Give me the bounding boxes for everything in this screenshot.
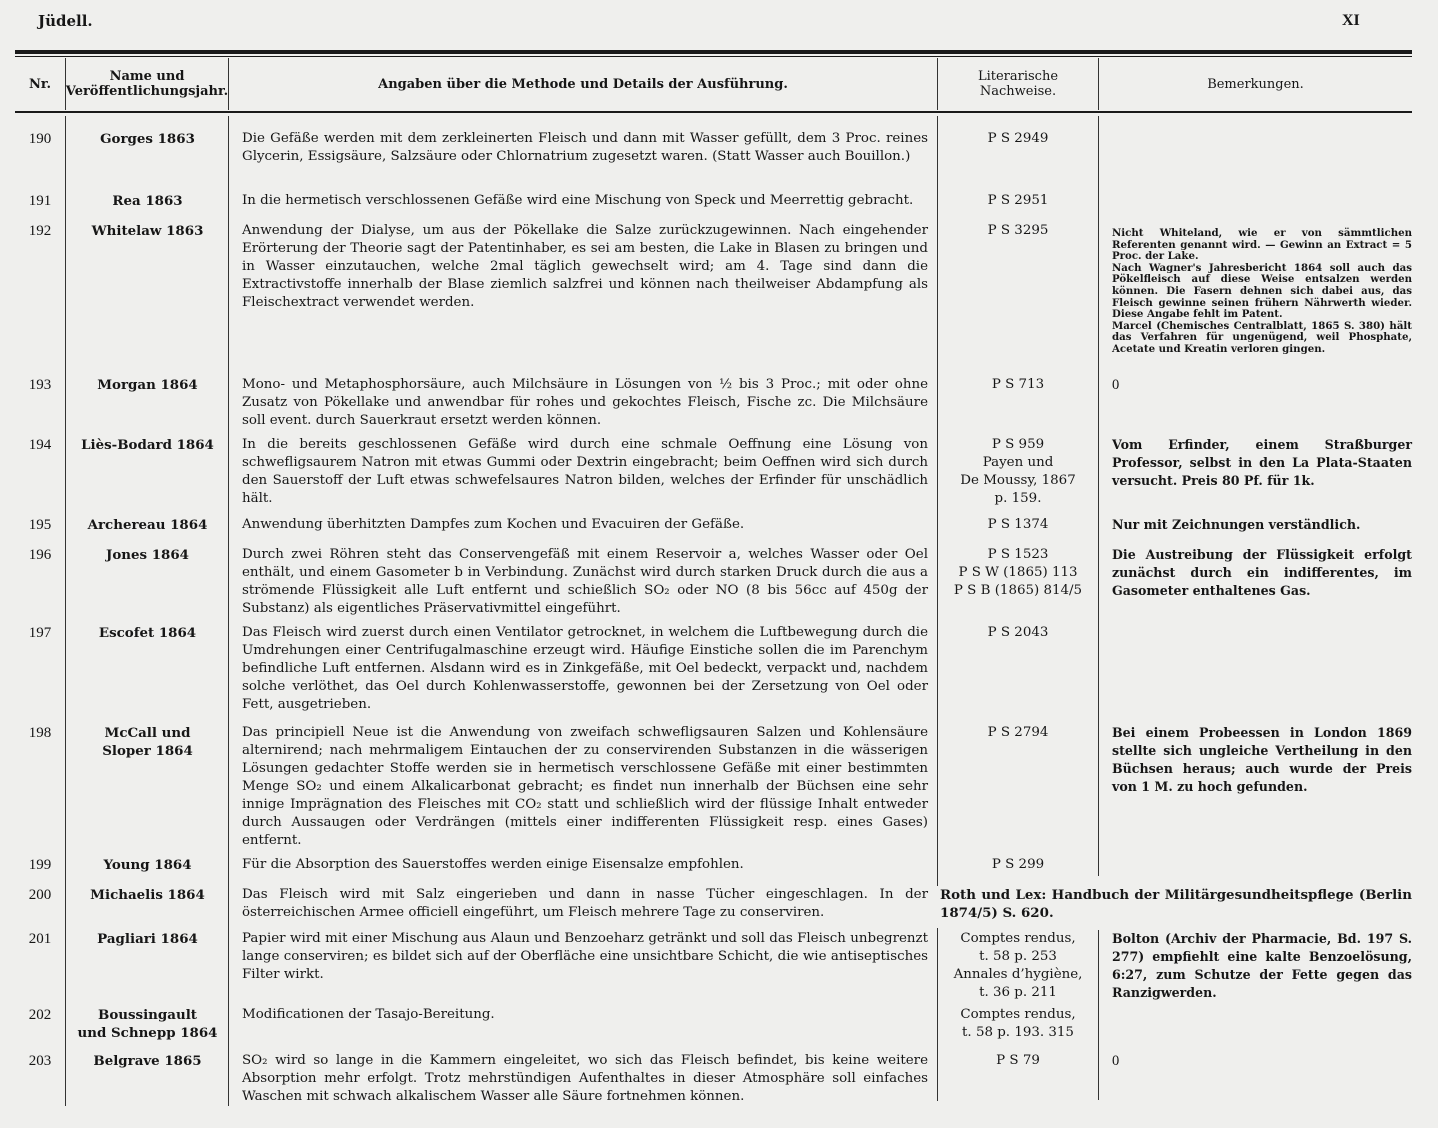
column-divider [65, 116, 66, 1106]
entry-name-line: Rea 1863 [112, 193, 183, 209]
header-name-line2: Veröffentlichungsjahr. [65, 84, 229, 99]
entry-remarks [1112, 930, 1412, 1002]
entry-remarks [1112, 1052, 1412, 1070]
header-name [66, 58, 228, 110]
header-details [229, 58, 937, 110]
entry-details: Mono- und Metaphosphorsäure, auch Milchsäure in Lösungen von ½ bis 3 Proc.; mit oder ohne Zusatz von Pökellake und anwendbar für rohes und gekochtes Fleisch, Fische zc. Die Milchsäure soll event. durch Sauerkraut ersetzt werden können. [242, 377, 928, 428]
header-nr [15, 58, 65, 110]
literature-line: P S 299 [991, 857, 1045, 872]
entry-name-line: Michaelis 1864 [90, 887, 205, 903]
entry-details: Papier wird mit einer Mischung aus Alaun und Benzoeharz getränkt und soll das Fleisch unbegrenzt lange conserviren; es bildet sich auf der Oberfläche eine unsichtbare Schicht, die wie antiseptisches Filter wirkt. [242, 931, 928, 982]
entry-literature [940, 856, 1096, 874]
entry-name [67, 376, 228, 394]
entry-details: Das Fleisch wird zuerst durch einen Ventilator getrocknet, in welchem die Luftbewegung durch die Umdrehungen einer Centrifugalmaschine erzeugt wird. Häufige Einstiche sollen die im Parenchym befindliche Luft entfernen. Alsdann wird es in Zinkgefäße, mit Oel bedeckt, verpackt und, nachdem solche verlöthet, das Oel durch Kohlenwasserstoffe, gewonnen bei der Zersetzung von Oel oder Fett, ausgetrieben. [242, 625, 928, 712]
entry-name-line: Pagliari 1864 [97, 931, 198, 947]
entry-literature [940, 1006, 1096, 1042]
page-number: XI [1342, 12, 1360, 29]
entry-literature [940, 546, 1096, 600]
remark-paragraph: Vom Erfinder, einem Straßburger Professor, selbst in den La Plata-Staaten versucht. Preis 80 Pf. für 1k. [1112, 437, 1412, 488]
entry-details: Das Fleisch wird mit Salz eingerieben und dann in nasse Tücher eingeschlagen. In der österreichischen Armee officiell eingeführt, um Fleisch mehrere Tage zu conserviren. [242, 887, 928, 920]
entry-remarks [1112, 376, 1412, 394]
entry-name-line: Gorges 1863 [100, 131, 195, 147]
entry-number: 197 [28, 625, 52, 641]
literature-line: t. 58 p. 253 [979, 949, 1057, 964]
entry-literature [940, 376, 1096, 394]
remark-paragraph: 0 [1112, 1053, 1120, 1069]
entry-literature [940, 1052, 1096, 1070]
literature-line: P S 713 [991, 377, 1045, 392]
remark-paragraph: Nach Wagner's Jahresbericht 1864 soll auch das Pökelfleisch auf diese Weise entsalzen werden können. Die Fasern dehnen sich dabei aus, das Fleisch gewinne seinen frühern Nährwerth wieder. Diese Angabe fehlt im Patent. [1112, 261, 1412, 321]
literature-line: t. 36 p. 211 [979, 985, 1057, 1000]
entry-details: Das principiell Neue ist die Anwendung von zweifach schwefligsauren Salzen und Kohlensäure alternirend; nach mehrmaligem Eintauchen der zu conservirenden Substanzen in die wässerigen Lösungen gedachter Stoffe werden sie in hermetisch verschlossene Gefäße mit einer bestimmten Menge SO₂ und einem Alkalicarbonat gebracht; es findet nun innerhalb der Büchsen eine sehr innige Imprägnation des Fleisches mit CO₂ statt und schließlich wird der flüssige Inhalt entweder durch Aussaugen oder Verdrängen (mittels einer indifferenten Flüssigkeit resp. eines Gases) entfernt. [242, 725, 928, 848]
entry-number: 193 [28, 377, 52, 393]
entry-name-line: und Schnepp 1864 [77, 1025, 218, 1041]
header-lit-line1: Literarische [977, 69, 1059, 84]
remark-paragraph: Die Austreibung der Flüssigkeit erfolgt zunächst durch ein indifferentes, im Gasometer enthaltenes Gas. [1112, 547, 1412, 598]
entry-name [67, 624, 228, 642]
entry-number: 191 [28, 193, 52, 209]
entry-literature [940, 930, 1096, 1002]
entry-details: Anwendung überhitzten Dampfes zum Kochen und Evacuiren der Gefäße. [242, 517, 745, 532]
header-nr-label: Nr. [28, 76, 52, 92]
literature-line: P S 2794 [987, 725, 1049, 740]
literature-line: P S 1374 [987, 517, 1049, 532]
entry-name [67, 516, 228, 534]
column-divider [228, 116, 229, 1106]
entry-details: Modificationen der Tasajo-Bereitung. [242, 1007, 495, 1022]
running-head: Jüdell. [38, 12, 93, 30]
entry-name-line: Liès-Bodard 1864 [81, 437, 214, 453]
entry-name [67, 724, 228, 760]
entry-name [67, 930, 228, 948]
entry-name [67, 130, 228, 148]
entry-name [67, 856, 228, 874]
header-rule [15, 111, 1412, 113]
remark-paragraph: Nur mit Zeichnungen verständlich. [1112, 517, 1361, 532]
entry-number: 198 [28, 725, 52, 741]
remark-paragraph: Nicht Whiteland, wie er von sämmtlichen Referenten genannt wird. — Gewinn an Extract = 5 Proc. der Lake. [1112, 227, 1412, 263]
top-rule [15, 50, 1412, 54]
entry-name [67, 192, 228, 210]
remark-paragraph: 0 [1112, 377, 1120, 393]
header-name-line1: Name und [109, 69, 185, 84]
entry-number: 195 [28, 517, 52, 533]
entry-name [67, 436, 228, 454]
entry-number: 201 [28, 931, 52, 947]
entry-name [67, 1006, 228, 1042]
entry-literature [940, 192, 1096, 210]
entry-name [67, 546, 228, 564]
entry-details: Die Gefäße werden mit dem zerkleinerten Fleisch und dann mit Wasser gefüllt, dem 3 Proc. reines Glycerin, Essigsäure, Salzsäure oder Chlornatrium zugesetzt waren. (Statt Wasser auch Bouillon.) [242, 131, 928, 164]
literature-line: P S 959 [991, 437, 1045, 452]
literature-line: P S 2949 [987, 131, 1049, 146]
literature-line: Annales d’hygiène, [953, 967, 1083, 982]
entry-number: 192 [28, 223, 52, 239]
entry-literature [940, 222, 1096, 240]
header-details-label: Angaben über die Methode und Details der Ausführung. [378, 76, 788, 92]
entry-literature [940, 516, 1096, 534]
literature-line: P S 3295 [987, 223, 1049, 238]
remark-paragraph: Bolton (Archiv der Pharmacie, Bd. 197 S. 277) empfiehlt eine kalte Benzoelösung, 6:27, zum Schutze der Fette gegen das Ranzigwerden. [1112, 931, 1412, 1000]
entry-name [67, 222, 228, 240]
entry-name-line: Jones 1864 [106, 547, 189, 563]
entry-details: In die hermetisch verschlossenen Gefäße wird eine Mischung von Speck und Meerrettig gebracht. [242, 193, 914, 208]
entry-name-line: Belgrave 1865 [93, 1053, 202, 1069]
entry-literature: Roth und Lex: Handbuch der Militärgesundheitspflege (Berlin 1874/5) S. 620. [940, 887, 1412, 921]
entry-number: 200 [28, 887, 52, 903]
literature-line: t. 58 p. 193. 315 [962, 1025, 1074, 1040]
entry-number: 203 [28, 1053, 52, 1069]
entry-literature [940, 130, 1096, 148]
entry-name-line: Whitelaw 1863 [91, 223, 204, 239]
literature-line: P S 2951 [987, 193, 1049, 208]
entry-name [67, 886, 228, 904]
entry-literature [940, 436, 1096, 508]
column-divider [937, 116, 938, 886]
entry-name-line: Young 1864 [103, 857, 192, 873]
column-divider [1098, 116, 1099, 876]
entry-name-line: Archereau 1864 [87, 517, 208, 533]
literature-line: p. 159. [994, 491, 1042, 506]
entry-number: 194 [28, 437, 52, 453]
entry-name-line: Boussingault [98, 1007, 197, 1023]
entry-remarks [1112, 546, 1412, 600]
entry-details: In die bereits geschlossenen Gefäße wird durch eine schmale Oeffnung eine Lösung von schwefligsaurem Natron mit etwas Gummi oder Dextrin eingebracht; beim Oeffnen wird sich durch den Sauerstoff der Luft etwas schwefelsaures Natron bilden, welches der Erfinder für unschädlich hält. [242, 437, 928, 506]
remark-paragraph: Marcel (Chemisches Centralblatt, 1865 S. 380) hält das Verfahren für ungenügend, weil Phosphate, Acetate und Kreatin verloren gingen. [1112, 319, 1412, 355]
literature-line: P S 79 [996, 1053, 1040, 1068]
literature-line: P S 2043 [987, 625, 1049, 640]
literature-line: Comptes rendus, [960, 931, 1076, 946]
entry-name-line: Sloper 1864 [102, 743, 193, 759]
literature-line: De Moussy, 1867 [960, 473, 1076, 488]
entry-number: 190 [28, 131, 52, 147]
entry-literature [940, 624, 1096, 642]
column-divider [1098, 930, 1099, 1100]
entry-name [67, 1052, 228, 1070]
top-rule-thin [15, 56, 1412, 57]
entry-name-line: Morgan 1864 [97, 377, 198, 393]
entry-name-line: Escofet 1864 [98, 625, 197, 641]
entry-literature [940, 724, 1096, 742]
entry-remarks [1112, 724, 1412, 796]
entry-details: Durch zwei Röhren steht das Conservengefäß mit einem Reservoir a, welches Wasser oder Oel enthält, und einem Gasometer b in Verbindung. Zunächst wird durch starken Druck durch die aus a strömende Flüssigkeit alle Luft entfernt und schießlich SO₂ oder NO (8 bis 56cc auf 450g der Substanz) als eigentliches Präservativmittel eingeführt. [242, 547, 928, 616]
entry-remarks [1112, 516, 1412, 534]
entry-details: SO₂ wird so lange in die Kammern eingeleitet, wo sich das Fleisch befindet, bis keine weitere Absorption mehr erfolgt. Trotz mehrstündigen Aufenthaltes in dieser Atmosphäre soll einfaches Waschen mit schwach alkalischem Wasser alle Säure fortnehmen können. [242, 1053, 928, 1104]
literature-line: P S W (1865) 113 [958, 565, 1078, 580]
column-divider [937, 928, 938, 1101]
literature-line: Comptes rendus, [960, 1007, 1076, 1022]
header-remarks-label: Bemerkungen. [1207, 76, 1304, 92]
entry-number: 199 [28, 857, 52, 873]
literature-line: Payen und [982, 455, 1054, 470]
entry-details: Anwendung der Dialyse, um aus der Pökellake die Salze zurückzugewinnen. Nach eingehender Erörterung der Theorie sagt der Patentinhaber, es sei am besten, die Lake in Blasen zu bringen und in Wasser einzutauchen, welche 2mal täglich gewechselt wird; am 4. Tage sind dann die Extractivstoffe innerhalb der Blase ziemlich salzfrei und können nach theilweiser Abdampfung als Fleischextract verwendet werden. [242, 223, 928, 310]
entry-number: 202 [28, 1007, 52, 1023]
literature-line: P S B (1865) 814/5 [953, 583, 1083, 598]
entry-name-line: McCall und [104, 725, 191, 741]
entry-details: Für die Absorption des Sauerstoffes werden einige Eisensalze empfohlen. [242, 857, 744, 872]
entry-remarks [1112, 228, 1412, 356]
entry-number: 196 [28, 547, 52, 563]
remark-paragraph: Bei einem Probeessen in London 1869 stellte sich ungleiche Vertheilung in den Büchsen heraus; auch wurde der Preis von 1 M. zu hoch gefunden. [1112, 725, 1412, 794]
header-literature [938, 58, 1098, 110]
header-lit-line2: Nachweise. [979, 84, 1057, 99]
entry-remarks [1112, 436, 1412, 490]
header-remarks [1099, 58, 1412, 110]
literature-line: P S 1523 [987, 547, 1049, 562]
